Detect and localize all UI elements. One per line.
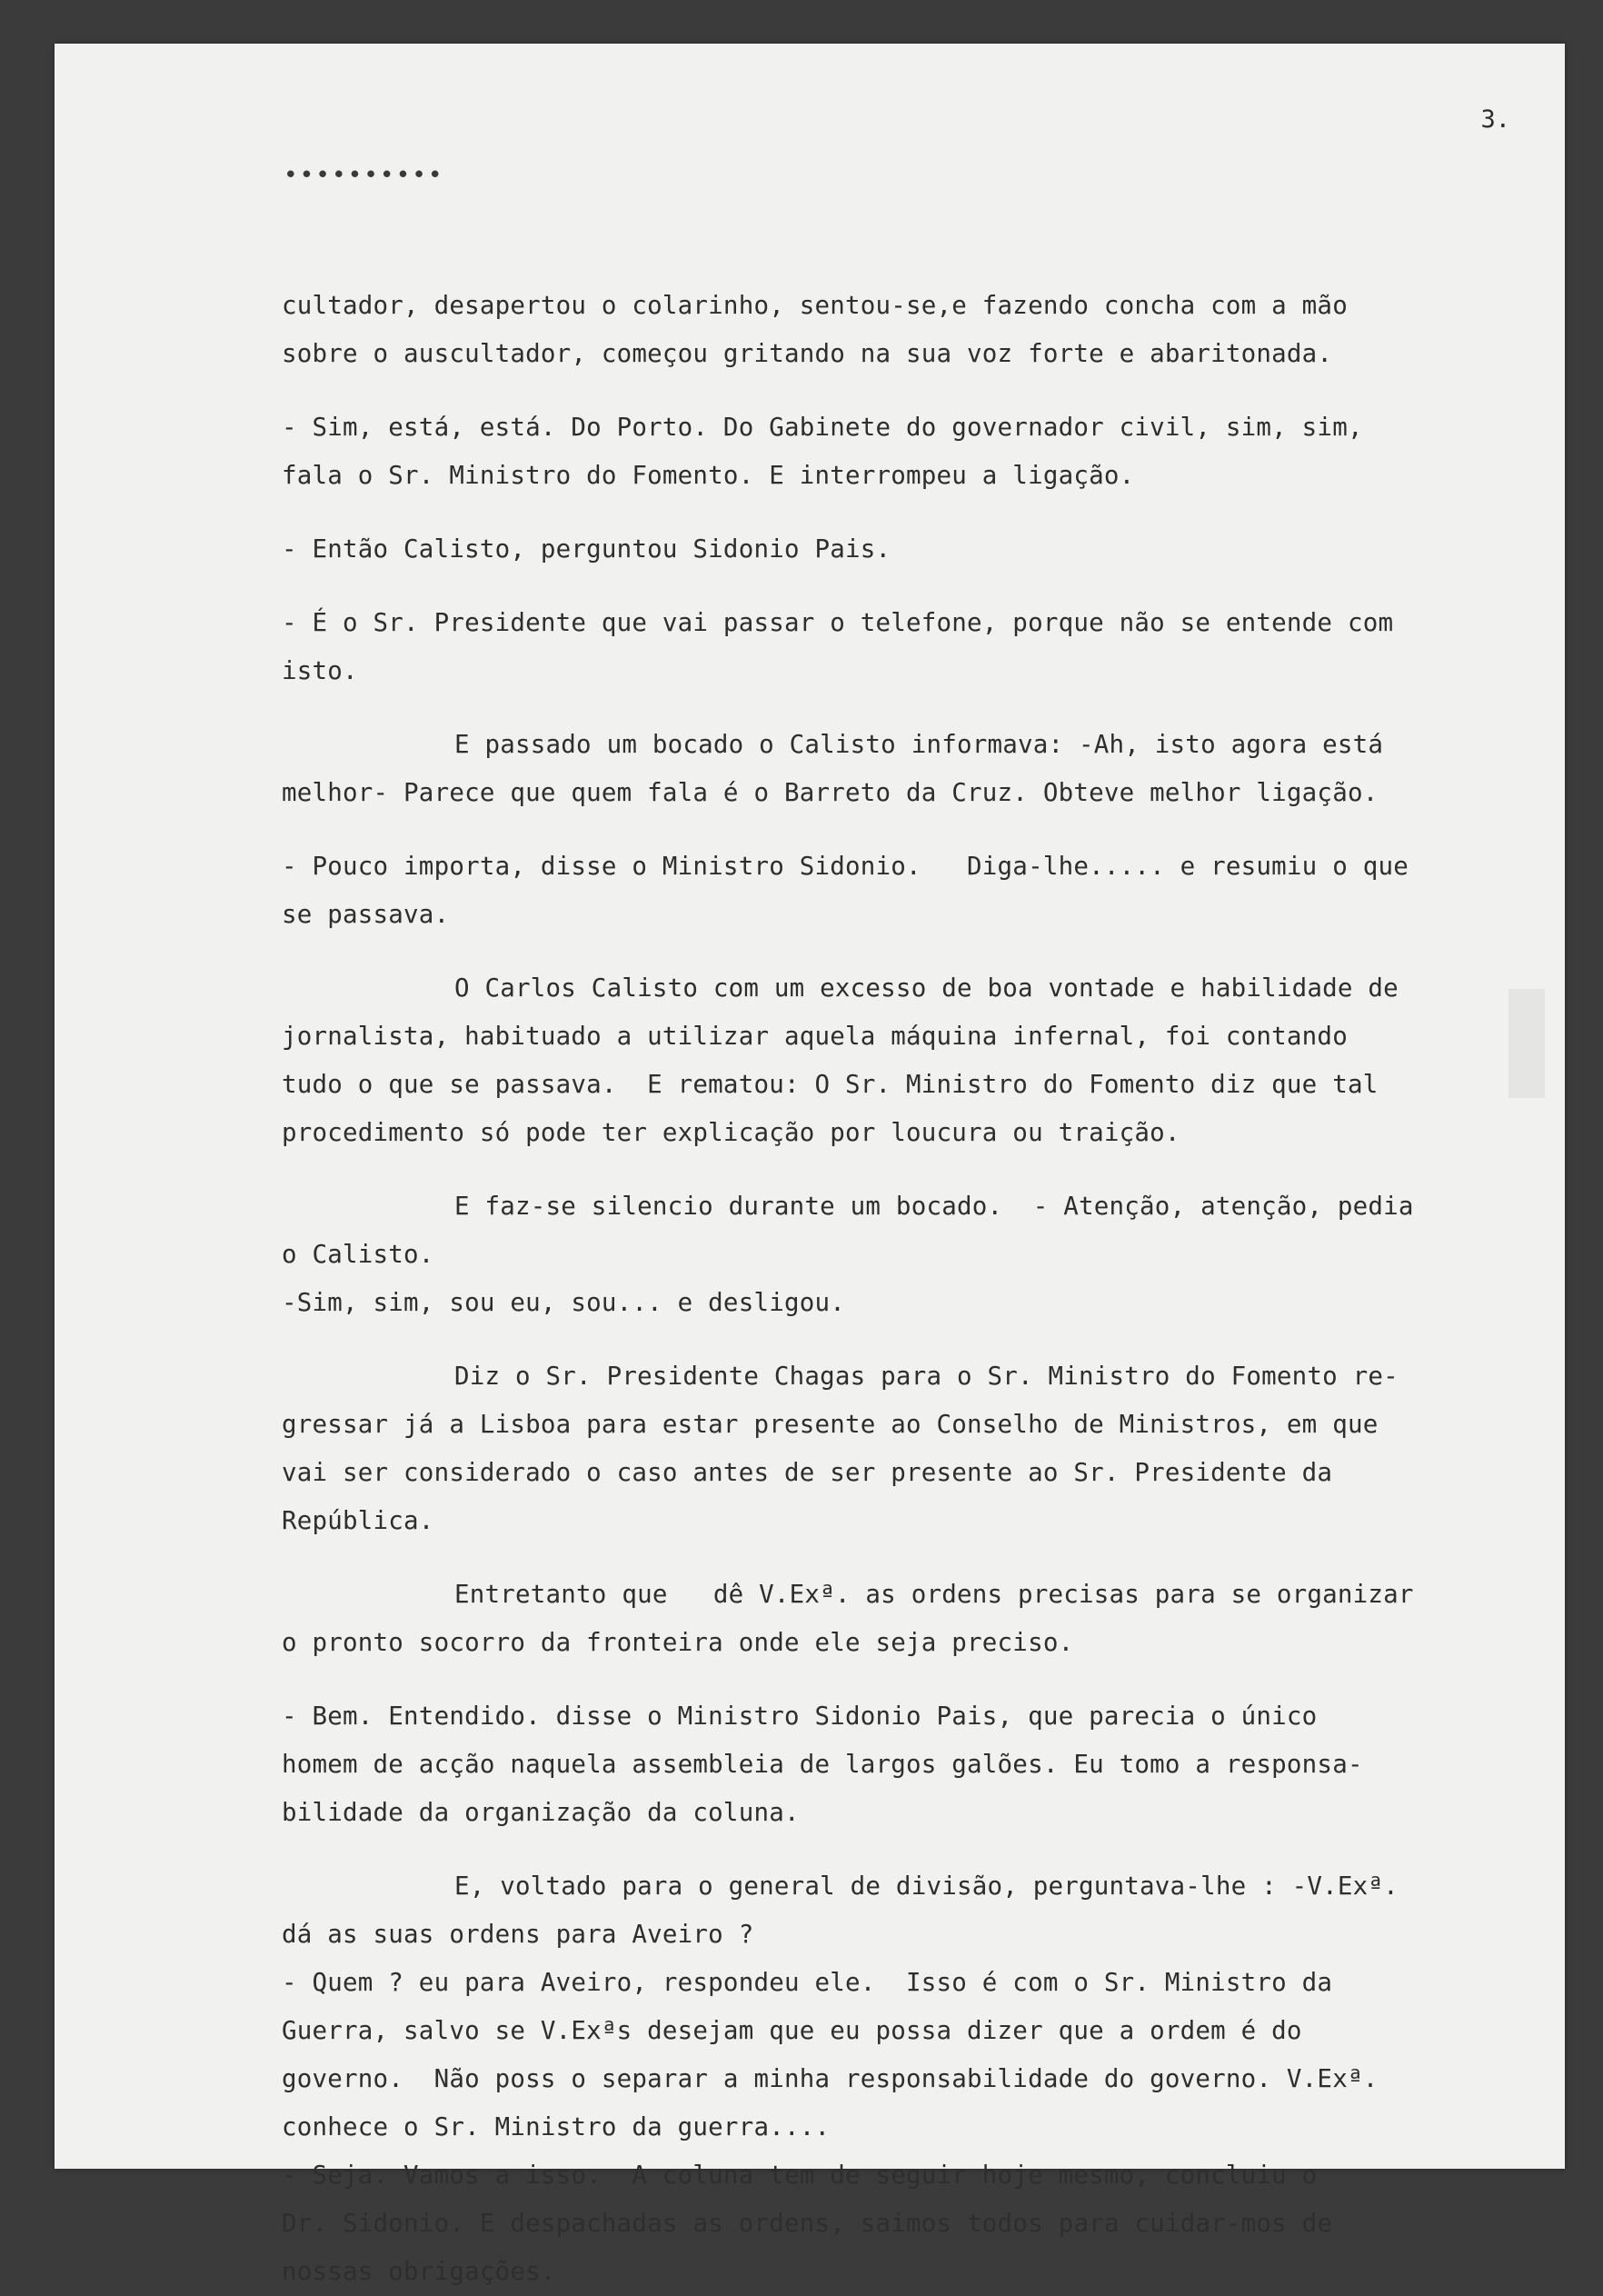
paragraph: O Carlos Calisto com um excesso de boa vontade e habilidade de jornalista, habituado a utilizar aquela máquina infernal, foi contando tudo o que se passava. E rematou: O Sr. Ministro do Fomento diz que tal procedimento só pode ter explicação por loucura ou traição. [282, 973, 1399, 1147]
paragraph: - Bem. Entendido. disse o Ministro Sidonio Pais, que parecia o único homem de acção naquela assembleia de largos galões. Eu tomo a responsa- bilidade da organização da coluna. [282, 1702, 1363, 1827]
paragraph: - Então Calisto, perguntou Sidonio Pais. [282, 534, 891, 564]
paragraph: Entretanto que dê V.Exª. as ordens precisas para se organizar o pronto socorro da fronteira onde ele seja preciso. [282, 1580, 1414, 1657]
body-text [282, 282, 1518, 2296]
continuation-dots: •••••••••• [284, 162, 444, 189]
paragraph: cultador, desapertou o colarinho, sentou-se,e fazendo concha com a mão sobre o auscultador, começou gritando na sua voz forte e abaritonada. [282, 291, 1348, 368]
page-number: 3. [1480, 105, 1510, 134]
bleed-through-mark [1508, 989, 1545, 1098]
paragraph: - É o Sr. Presidente que vai passar o telefone, porque não se entende com isto. [282, 608, 1394, 685]
paragraph: E faz-se silencio durante um bocado. - Atenção, atenção, pedia o Calisto. -Sim, sim, sou eu, sou... e desligou. [282, 1192, 1414, 1317]
paragraph: E passado um bocado o Calisto informava: -Ah, isto agora está melhor- Parece que quem fala é o Barreto da Cruz. Obteve melhor ligação. [282, 730, 1384, 807]
document-page [55, 44, 1565, 2286]
paragraph: E, voltado para o general de divisão, perguntava-lhe : -V.Exª. dá as suas ordens para Aveiro ? - Quem ? eu para Aveiro, respondeu ele. Isso é com o Sr. Ministro da Guerra, salvo se V.Exªs desejam que eu possa dizer que a ordem é do governo. Não poss o separar a minha responsabilidade do governo. V.Exª. conhece o Sr. Ministro da guerra.... - Seja. Vamos a isso. A coluna tem de seguir hoje mesmo, concluiu o Dr. Sidonio. E despachadas as ordens, saimos todos para cuidar-mos de nossas obrigações. [282, 1872, 1399, 2286]
paragraph: - Pouco importa, disse o Ministro Sidonio. Diga-lhe..... e resumiu o que se passava. [282, 852, 1409, 929]
paragraph: - Sim, está, está. Do Porto. Do Gabinete do governador civil, sim, sim, fala o Sr. Ministro do Fomento. E interrompeu a ligação. [282, 413, 1363, 490]
paragraph: Diz o Sr. Presidente Chagas para o Sr. Ministro do Fomento re- gressar já a Lisboa para estar presente ao Conselho de Ministros, em que vai ser considerado o caso antes de ser presente ao Sr. Presidente da República. [282, 1362, 1399, 1535]
